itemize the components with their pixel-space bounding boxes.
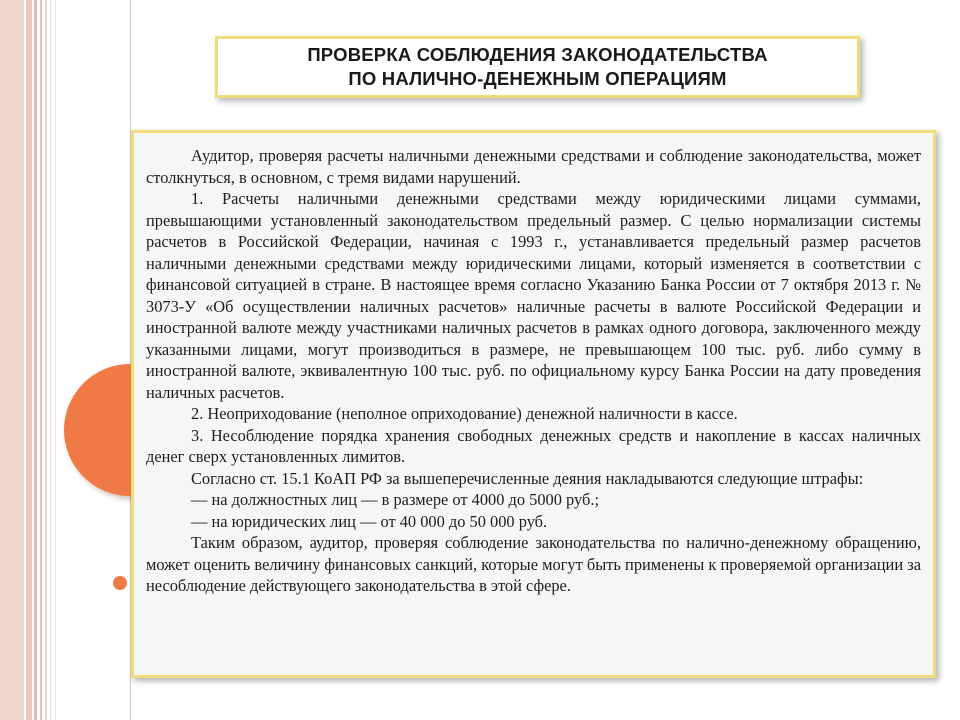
stripe [55,0,56,720]
slide-title-box [215,36,860,98]
stripe [45,0,47,720]
paragraph-violation-3: 3. Несоблюдение порядка хранения свободных денежных средств и накопление в кассах наличных денег сверх установленных лимитов. [146,425,921,466]
paragraph-fine-legal-entities: — на юридических лиц — от 40 000 до 50 000 руб. [191,511,548,531]
paragraph-violation-2: 2. Неоприходование (неполное оприходование) денежной наличности в кассе. [191,404,738,423]
stripe [40,0,42,720]
paragraph-conclusion: Таким образом, аудитор, проверяя соблюдение законодательства по налично-денежному обращению, может оценить величину финансовых санкций, которые могут быть применены к проверяемой организации за несоблюдение действующего законодательства в этой сфере. [146,533,921,595]
slide-title-line-2: ПО НАЛИЧНО-ДЕНЕЖНЫМ ОПЕРАЦИЯМ [348,68,727,89]
stripe [26,0,32,720]
slide-title-line-1: ПРОВЕРКА СОБЛЮДЕНИЯ ЗАКОНОДАТЕЛЬСТВА [307,44,768,65]
paragraph-violation-1: 1. Расчеты наличными денежными средствами между юридическими лицами суммами, превышающими установленный законодательством предельный размер. С целью нормализации системы расчетов в Российской Федерации, начиная с 1993 г., устанавливается предельный размер расчетов наличными денежными средствами между юридическими лицами, который изменяется в соответствии с финансовой ситуацией в стране. В настоящее время согласно Указанию Банка России от 7 октября 2013 г. № 3073-У «Об осуществлении наличных расчетов» наличные расчеты в валюте Российской Федерации и иностранной валюте между участниками наличных расчетов в рамках одного договора, заключенного между указанными лицами, могут производиться в размере, не превышающем 100 тыс. руб. либо сумму в иностранной валюте, эквивалентную 100 тыс. руб. по официальному курсу Банка России на дату проведения наличных расчетов. [146,189,921,402]
stripe [34,0,37,720]
paragraph-fines-intro: Согласно ст. 15.1 КоАП РФ за вышеперечисленные деяния накладываются следующие штрафы: [191,468,864,488]
slide-content-box [131,130,936,678]
decorative-small-circle [113,576,127,590]
paragraph-fine-officials: — на должностных лиц — в размере от 4000 до 5000 руб.; [191,490,599,509]
decorative-stripes [0,0,60,720]
stripe [0,0,24,720]
paragraph-intro: Аудитор, проверяя расчеты наличными денежными средствами и соблюдение законодательства, может столкнуться, в основном, с тремя видами нарушений. [146,146,921,187]
stripe [50,0,51,720]
